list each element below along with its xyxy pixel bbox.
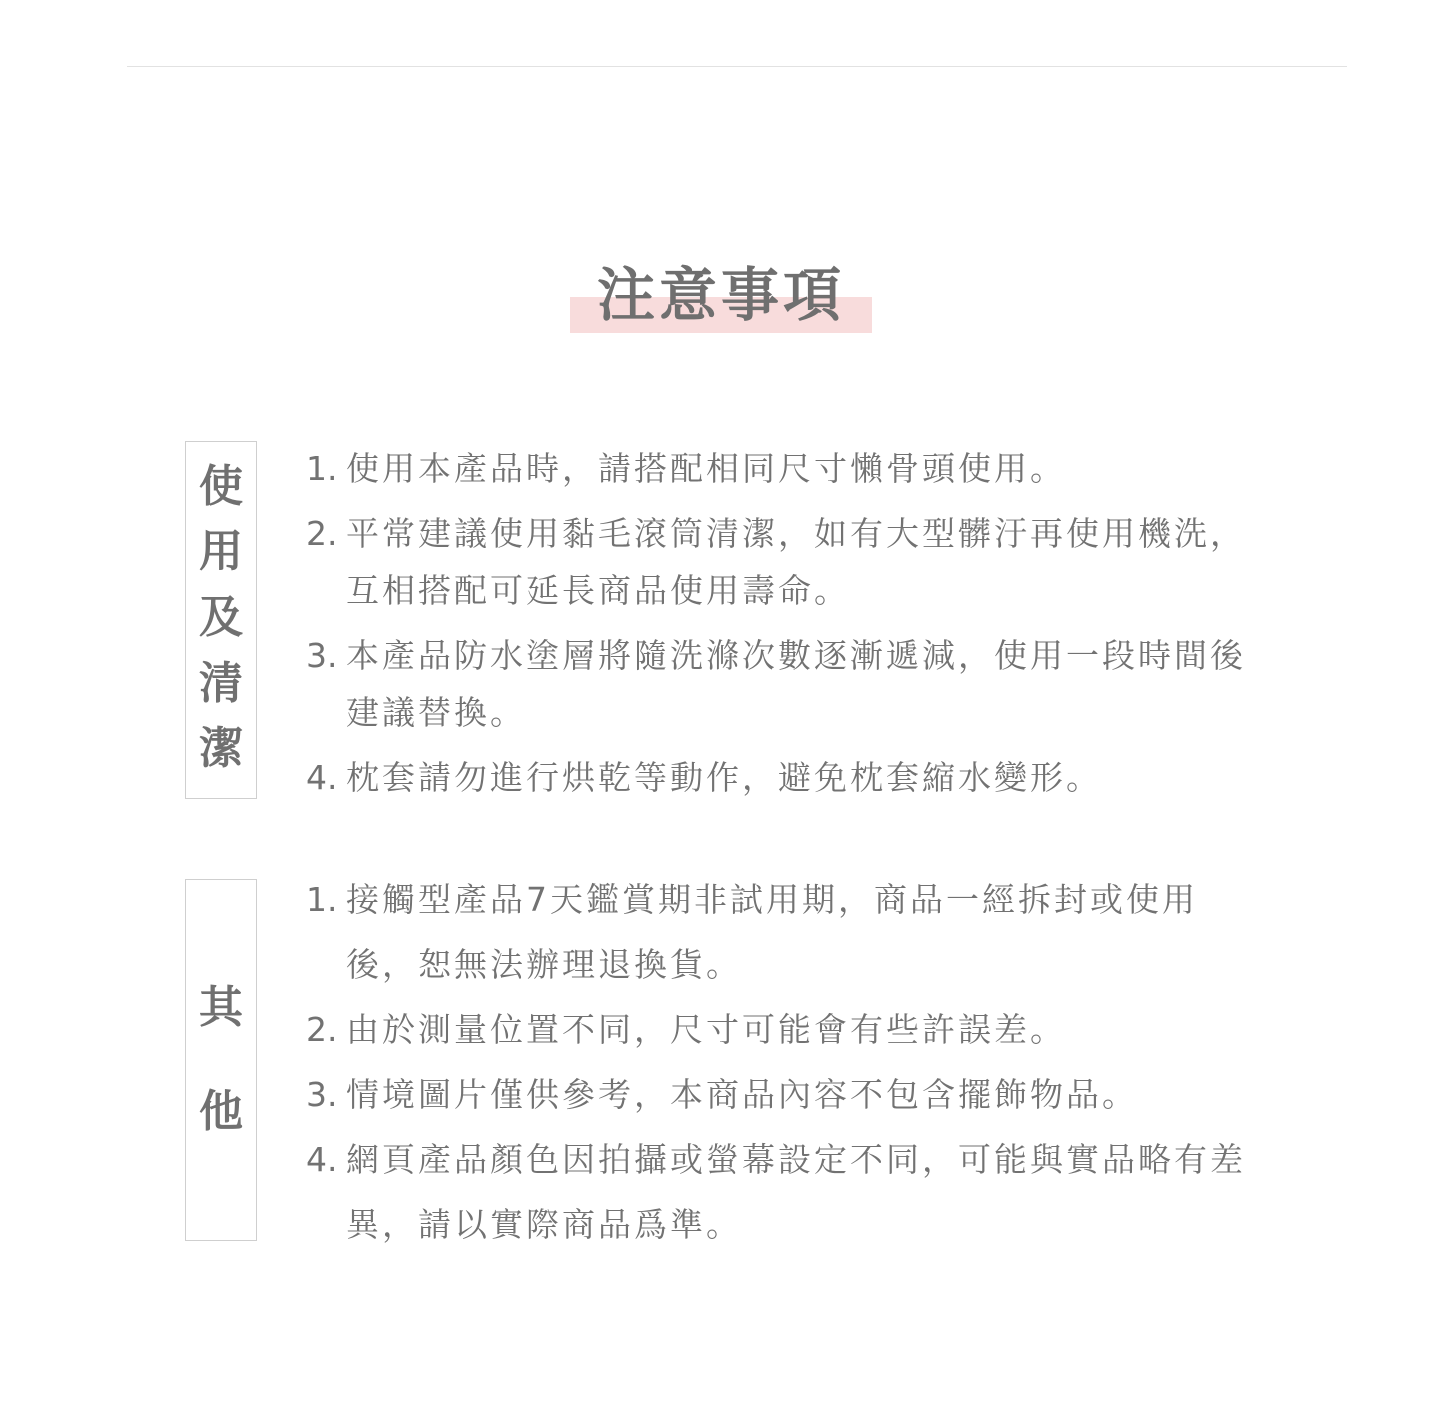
- item-number: 2.: [306, 514, 338, 553]
- section-label-char: 他: [199, 1086, 243, 1137]
- section-label-char: 其: [199, 982, 243, 1033]
- other-notes-list: [306, 867, 1266, 1257]
- item-number: 4.: [306, 758, 338, 797]
- list-item: [306, 867, 1266, 997]
- item-text: 情境圖片僅供參考，本商品內容不包含擺飾物品。: [346, 1075, 1138, 1114]
- item-text: 接觸型產品7天鑑賞期非試用期，商品一經拆封或使用後，恕無法辦理退換貨。: [346, 880, 1198, 984]
- item-number: 2.: [306, 1010, 338, 1049]
- list-item: [306, 749, 1266, 806]
- page-title-block: [570, 258, 872, 334]
- item-text: 本產品防水塗層將隨洗滌次數逐漸遞減，使用一段時間後建議替換。: [346, 636, 1246, 732]
- list-item: [306, 627, 1266, 741]
- usage-notes-list: [306, 440, 1266, 814]
- item-number: 3.: [306, 636, 338, 675]
- item-text: 網頁產品顏色因拍攝或螢幕設定不同，可能與實品略有差異，請以實際商品爲準。: [346, 1140, 1246, 1244]
- page-title: 注意事項: [596, 261, 845, 329]
- section-label-other: [185, 879, 257, 1241]
- list-item: [306, 997, 1266, 1062]
- item-text: 平常建議使用黏毛滾筒清潔，如有大型髒汙再使用機洗，互相搭配可延長商品使用壽命。: [346, 514, 1246, 610]
- list-item: [306, 1062, 1266, 1127]
- section-label-char: 用: [199, 526, 243, 578]
- item-text: 由於測量位置不同，尺寸可能會有些許誤差。: [346, 1010, 1066, 1049]
- item-number: 4.: [306, 1140, 338, 1179]
- item-text: 使用本產品時，請搭配相同尺寸懶骨頭使用。: [346, 449, 1066, 488]
- item-number: 1.: [306, 880, 338, 919]
- section-label-char: 清: [199, 657, 243, 709]
- section-label-usage: [185, 441, 257, 799]
- list-item: [306, 1127, 1266, 1257]
- section-label-char: 使: [199, 460, 243, 512]
- item-number: 1.: [306, 449, 338, 488]
- item-number: 3.: [306, 1075, 338, 1114]
- section-label-char: 潔: [199, 723, 243, 775]
- item-text: 枕套請勿進行烘乾等動作，避免枕套縮水變形。: [346, 758, 1102, 797]
- list-item: [306, 505, 1266, 619]
- list-item: [306, 440, 1266, 497]
- section-label-char: 及: [199, 591, 243, 643]
- top-divider: [127, 66, 1347, 67]
